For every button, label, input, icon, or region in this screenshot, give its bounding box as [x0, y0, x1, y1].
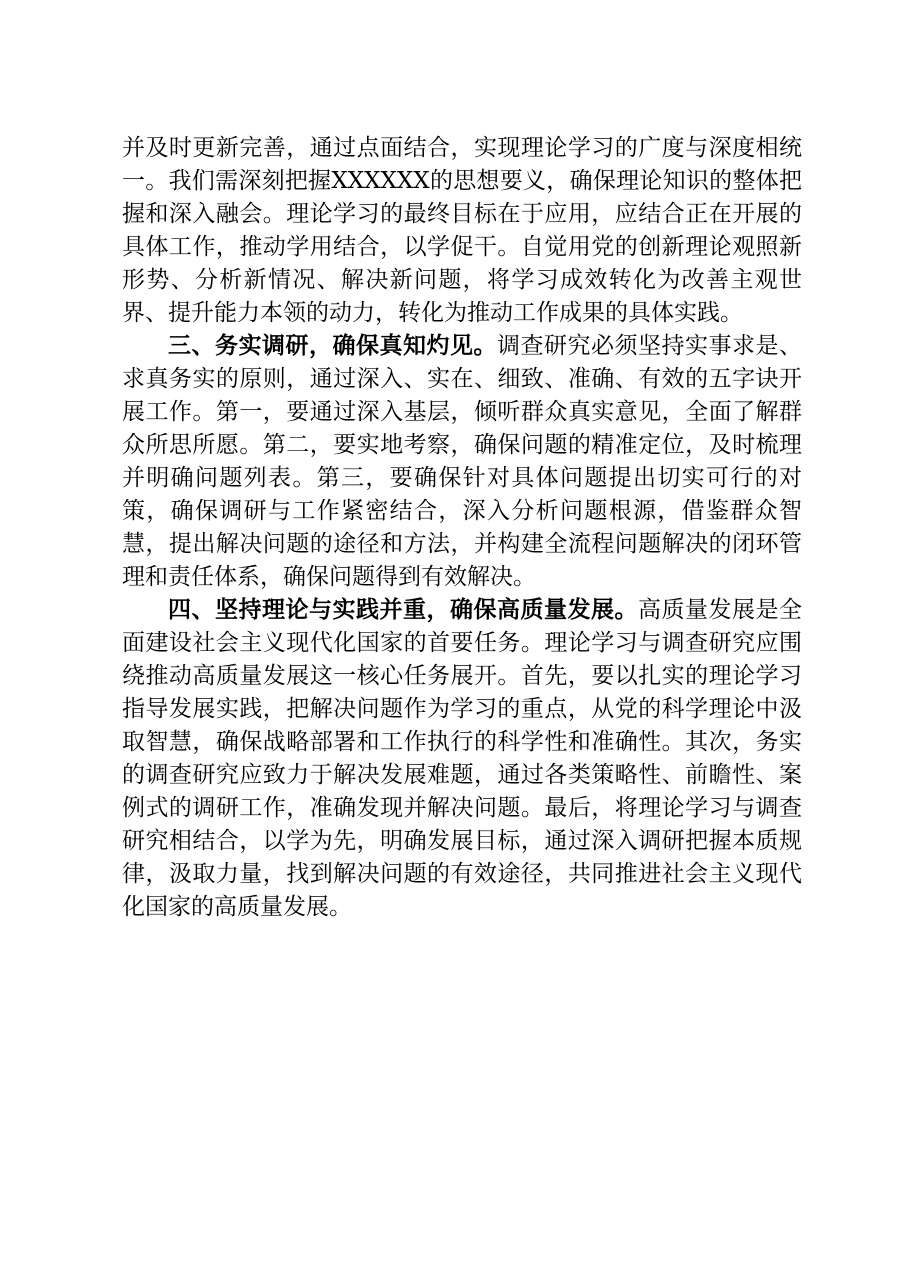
section-four-paragraph [122, 594, 802, 924]
paragraph-text: 并及时更新完善，通过点面结合，实现理论学习的广度与深度相统一。我们需深刻把握XXXXXX的思想要义，确保理论知识的整体把握和深入融会。理论学习的最终目标在于应用，应结合正在开展的具体工作，推动学用结合，以学促干。自觉用党的创新理论观照新形势、分析新情况、解决新问题，将学习成效转化为改善主观世界、提升能力本领的动力，转化为推动工作成果的具体实践。 [122, 135, 802, 326]
section-three-text: 调查研究必须坚持实事求是、求真务实的原则，通过深入、实在、细致、准确、有效的五字诀开展工作。第一，要通过深入基层，倾听群众真实意见，全面了解群众所思所愿。第二，要实地考察，确保问题的精准定位，及时梳理并明确问题列表。第三，要确保针对具体问题提出切实可行的对策，确保调研与工作紧密结合，深入分析问题根源，借鉴群众智慧，提出解决问题的途径和方法，并构建全流程问题解决的闭环管理和责任体系，确保问题得到有效解决。 [122, 333, 802, 590]
section-four-text: 高质量发展是全面建设社会主义现代化国家的首要任务。理论学习与调查研究应围绕推动高质量发展这一核心任务展开。首先，要以扎实的理论学习指导发展实践，把解决问题作为学习的重点，从党的科学理论中汲取智慧，确保战略部署和工作执行的科学性和准确性。其次，务实的调查研究应致力于解决发展难题，通过各类策略性、前瞻性、案例式的调研工作，准确发现并解决问题。最后，将理论学习与调查研究相结合，以学为先，明确发展目标，通过深入调研把握本质规律，汲取力量，找到解决问题的有效途径，共同推进社会主义现代化国家的高质量发展。 [122, 597, 802, 920]
section-three-heading: 三、务实调研，确保真知灼见。 [168, 333, 497, 359]
section-three-paragraph [122, 330, 802, 594]
section-four-heading: 四、坚持理论与实践并重，确保高质量发展。 [168, 597, 638, 623]
paragraph-continued [122, 132, 802, 330]
document-page [122, 132, 802, 924]
